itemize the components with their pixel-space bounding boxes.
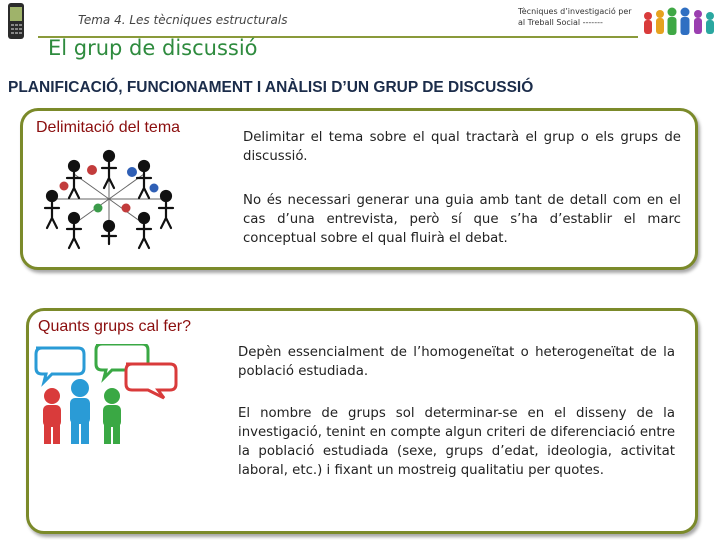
speech-people-illustration [30,344,180,444]
section-label-delimitation: Delimitació del tema [36,119,181,136]
subject-title [518,6,638,28]
discussion-circle-illustration [34,146,184,252]
subject-line-1: Tècniques d’investigació per [518,7,632,16]
delimitation-paragraph-1: Delimitar el tema sobre el qual tractarà el grup o els grups de discussió. [243,130,681,164]
slide-title: El grup de discussió [48,36,258,60]
group-count-paragraph-1: Depèn essencialment de l’homogeneïtat o heterogeneïtat de la població estudiada. [238,345,675,379]
header [0,0,720,40]
people-group-icon [640,2,718,38]
phone-icon [6,2,26,40]
section-label-group-count: Quants grups cal fer? [38,318,191,335]
group-count-paragraph-2: El nombre de grups sol determinar-se en el disseny de la investigació, tenint en compte algun criteri de diferenciació entre la població estudiada (sexe, grups d’edat, ideologia, activitat laboral, etc.) i fixant un mostreig qualitatiu per quotes. [238,406,675,478]
main-heading: PLANIFICACIÓ, FUNCIONAMENT I ANÀLISI D’UN GRUP DE DISCUSSIÓ [8,79,534,96]
subject-line-2: al Treball Social ------- [518,18,603,27]
delimitation-paragraph-2: No és necessari generar una guia amb tant de detall com en el cas d’una entrevista, però sí que s’ha d’establir el marc conceptual sobre el qual fluirà el debat. [243,193,681,246]
course-topic: Tema 4. Les tècniques estructurals [78,13,288,27]
